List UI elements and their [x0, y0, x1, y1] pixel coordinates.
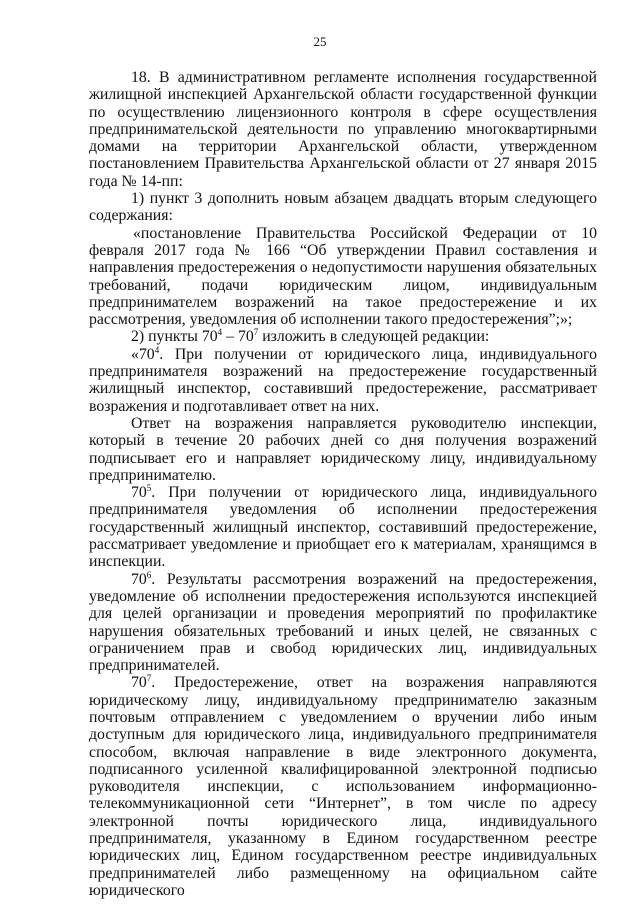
item-2-text-before: 2) пункты 70 [131, 328, 218, 346]
paragraph-70-6 [89, 571, 597, 675]
document-body [89, 69, 597, 899]
paragraph-18: 18. В административном регламенте исполнения государственной жилищной инспекцией Архангельской области государственной функции по осуществлению лицензионного контроля в сфере осуществления предпринимательской деятельности по управлению многоквартирными домами на территории Архангельской области, утвержденном постановлением Правительства Архангельской области от 27 января 2015 года № 14-пп: [89, 69, 597, 190]
item-2-superscript-2: 7 [253, 327, 259, 338]
item-2-text-after: изложить в следующей редакции: [258, 328, 490, 346]
paragraph-answer: Ответ на возражения направляется руководителю инспекции, который в течение 20 рабочих дней со дня получения возражений подписывает его и направляет юридическому лицу, индивидуальному предпринимателю. [89, 414, 597, 484]
paragraph-70-7-superscript: 7 [146, 673, 152, 684]
item-2-superscript-1: 4 [217, 327, 223, 338]
paragraph-70-4-number: «70 [131, 345, 155, 363]
item-2-text-middle: – 70 [222, 328, 254, 346]
paragraph-70-5-text: . При получении от юридического лица, индивидуального предпринимателя уведомления об исполнении предостережения государственный жилищный инспектор, составивший предостережение, рассматривает уведомление и приобщает его к материалам, хранящимся в инспекции. [89, 484, 597, 571]
paragraph-70-5 [89, 484, 597, 570]
paragraph-70-7-text: . Предостережение, ответ на возражения направляются юридическому лицу, индивидуальному предпринимателю заказным почтовым отправлением с уведомлением о вручении либо иным доступным для юридического лица, индивидуального предпринимателя способом, включая направление в виде электронного документа, подписанного усиленной квалифицированной электронной подписью руководителя инспекции, с использованием информационно-телекоммуникационной сети “Интернет”, в том числе по адресу электронной почты юридического лица, индивидуального предпринимателя, указанному в Едином государственном реестре юридических лиц, Едином государственном реестре индивидуальных предпринимателей либо размещенному на официальном сайте юридического [89, 674, 597, 899]
paragraph-70-4 [89, 346, 597, 415]
paragraph-70-6-number: 70 [131, 570, 147, 588]
paragraph-70-4-superscript: 4 [154, 344, 160, 355]
paragraph-70-4-text: . При получении от юридического лица, индивидуального предпринимателя возражений на предостережение государственный жилищный инспектор, составивший предостережение, рассматривает возражения и подготавливает ответ на них. [89, 345, 597, 415]
paragraph-70-6-superscript: 6 [146, 569, 152, 580]
paragraph-item-2 [89, 328, 597, 345]
paragraph-70-6-text: . Результаты рассмотрения возражений на предостережения, уведомление об исполнении предостережения используются инспекцией для целей организации и проведения мероприятий по профилактике нарушения обязательных требований и иных целей, не связанных с ограничением прав и свобод юридических лиц, индивидуальных предпринимателей. [89, 570, 597, 675]
paragraph-70-5-superscript: 5 [146, 483, 152, 494]
paragraph-70-7 [89, 674, 597, 899]
page-number: 25 [313, 34, 327, 49]
paragraph-70-7-number: 70 [131, 674, 147, 692]
paragraph-quote-resolution: «постановление Правительства Российской Федерации от 10 февраля 2017 года № 166 “Об утверждении Правил составления и направления предостережения о недопустимости нарушения обязательных требований, подачи юридическим лицом, индивидуальным предпринимателем возражений на такое предостережение и их рассмотрения, уведомления об исполнении такого предостережения”;»; [89, 224, 597, 329]
paragraph-70-5-number: 70 [131, 484, 147, 502]
paragraph-item-1: 1) пункт 3 дополнить новым абзацем двадцать вторым следующего содержания: [89, 190, 597, 225]
